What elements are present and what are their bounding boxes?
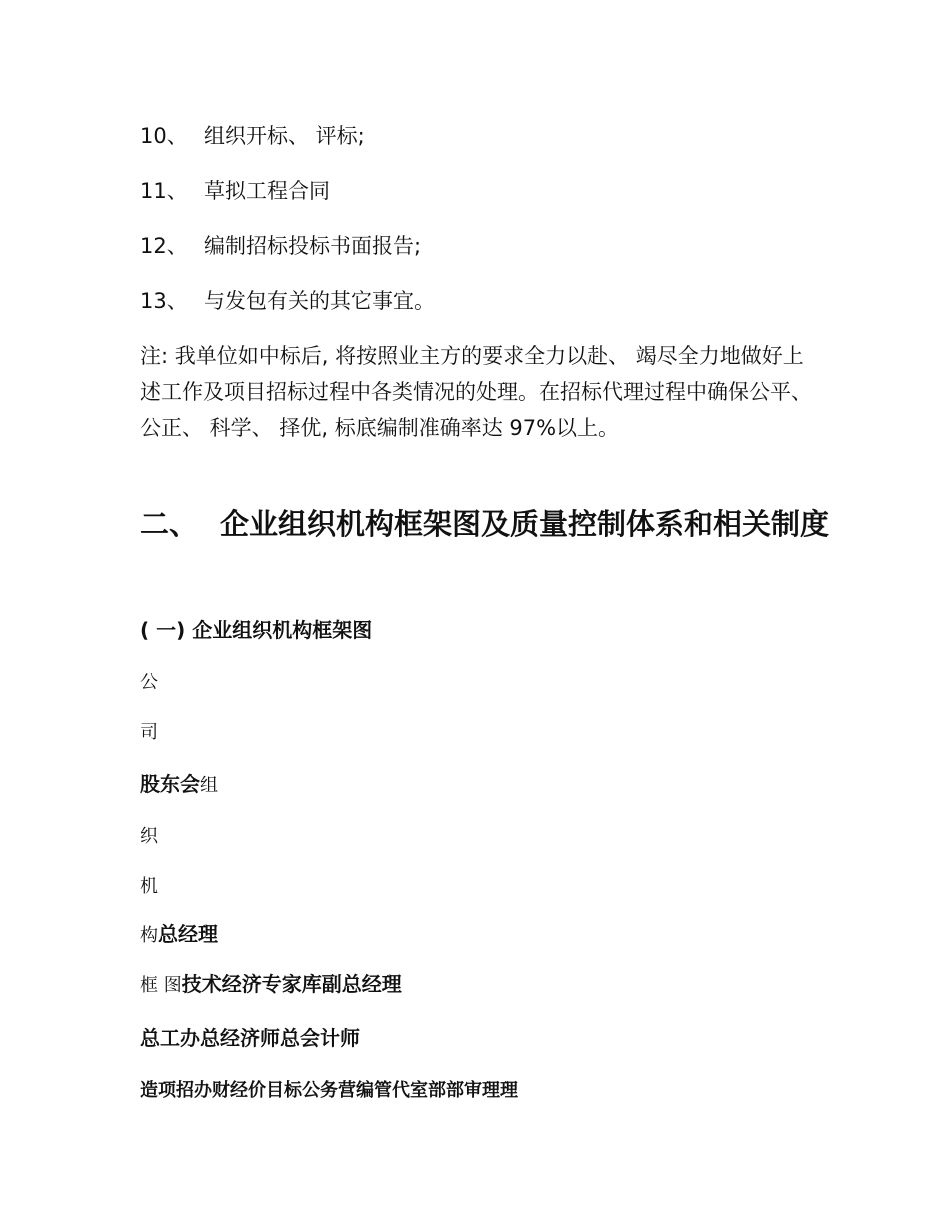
list-item bbox=[140, 175, 330, 205]
subsection-heading: ( 一) 企业组织机构框架图 bbox=[140, 618, 373, 642]
list-text: 与发包有关的其它事宜。 bbox=[204, 289, 435, 313]
org-line-gm bbox=[140, 918, 218, 947]
experts-label: 技术经济专家库副总经理 bbox=[181, 972, 402, 996]
org-line-experts bbox=[140, 968, 402, 997]
org-char: 司 bbox=[140, 722, 158, 743]
list-text: 组织开标、 评标; bbox=[204, 124, 365, 148]
list-number: 13、 bbox=[140, 289, 188, 313]
org-line-departments: 造项招办财经价目标公务营编管代室部部审理理 bbox=[140, 1080, 518, 1101]
org-char: 构 bbox=[140, 925, 158, 946]
general-manager-label: 总经理 bbox=[158, 922, 218, 946]
org-line-shareholders bbox=[140, 768, 218, 797]
list-item bbox=[140, 285, 435, 315]
section-title: 企业组织机构框架图及质量控制体系和相关制度 bbox=[220, 507, 830, 541]
section-number: 二、 bbox=[140, 507, 199, 541]
list-text: 编制招标投标书面报告; bbox=[204, 234, 422, 258]
list-number: 11、 bbox=[140, 179, 188, 203]
list-item bbox=[140, 120, 365, 150]
list-item bbox=[140, 230, 421, 260]
org-char: 机 bbox=[140, 876, 158, 897]
org-line-chiefs: 总工办总经济师总会计师 bbox=[140, 1026, 360, 1050]
list-number: 12、 bbox=[140, 234, 188, 258]
org-char: 公 bbox=[140, 672, 158, 693]
shareholders-label: 股东会 bbox=[140, 772, 200, 796]
section-heading bbox=[140, 500, 830, 548]
list-text: 草拟工程合同 bbox=[204, 179, 330, 203]
list-number: 10、 bbox=[140, 124, 188, 148]
note-paragraph: 注: 我单位如中标后, 将按照业主方的要求全力以赴、 竭尽全力地做好上述工作及项目招标过程中各类情况的处理。在招标代理过程中确保公平、 公正、 科学、 择优, 标底编制准确率达 97%以上。 bbox=[140, 344, 812, 440]
org-char: 织 bbox=[140, 826, 158, 847]
org-char: 组 bbox=[200, 775, 218, 796]
org-char: 框 图 bbox=[140, 975, 182, 996]
